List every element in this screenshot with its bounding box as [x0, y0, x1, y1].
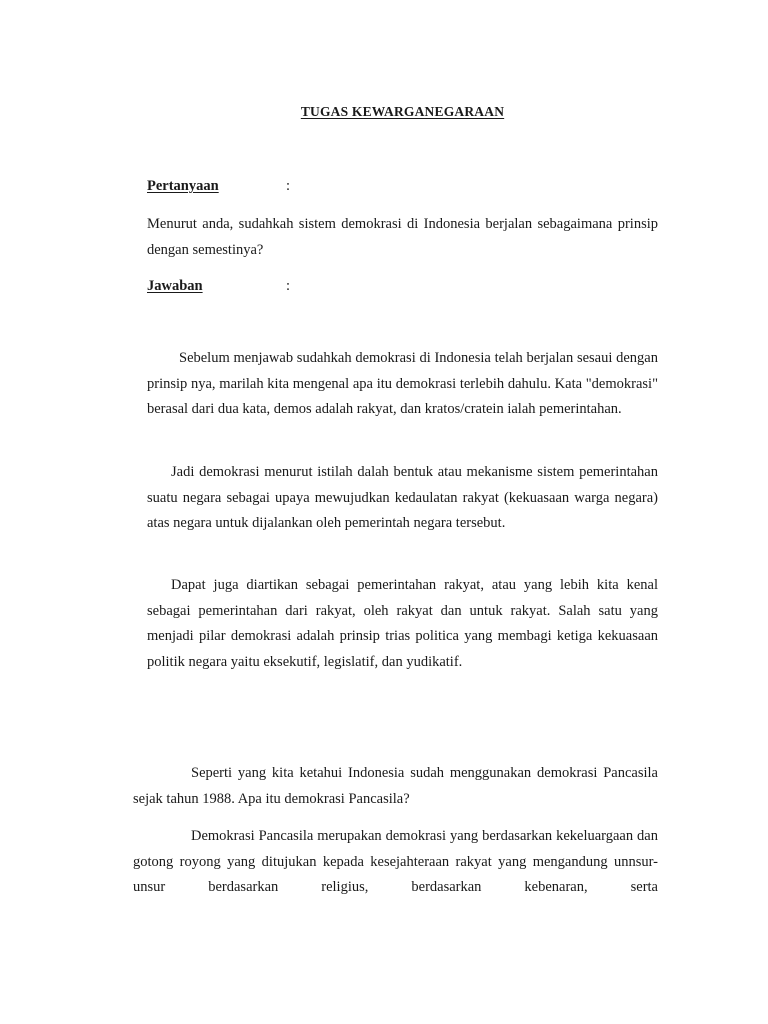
document-title: TUGAS KEWARGANEGARAAN	[300, 104, 505, 119]
question-label-row	[147, 178, 291, 198]
answer-paragraph-3: Dapat juga diartikan sebagai pemerintahan rakyat, atau yang lebih kita kenal sebagai pemerintahan dari rakyat, oleh rakyat dan untuk rakyat. Salah satu yang menjadi pilar demokrasi adalah prinsip trias politica yang membagi ketiga kekuasaan politik negara yaitu eksekutif, legislatif, dan yudikatif.	[147, 577, 658, 670]
question-colon: :	[286, 178, 291, 194]
question-label: Pertanyaan	[147, 178, 219, 194]
answer-paragraph-1: Sebelum menjawab sudahkah demokrasi di Indonesia telah berjalan sesaui dengan prinsip nya, marilah kita mengenal apa itu demokrasi terlebih dahulu. Kata "demokrasi" berasal dari dua kata, demos adalah rakyat, dan kratos/cratein ialah pemerintahan.	[147, 350, 658, 417]
question-text: Menurut anda, sudahkah sistem demokrasi di Indonesia berjalan sebagaimana prinsip dengan semestinya?	[147, 216, 658, 258]
answer-paragraph-5: Demokrasi Pancasila merupakan demokrasi yang berdasarkan kekeluargaan dan gotong royong yang ditujukan kepada kesejahteraan rakyat yang mengandung unnsur-unsur berdasarkan religius, berdasarkan kebenaran, serta	[133, 828, 658, 895]
answer-label: Jawaban	[147, 278, 203, 294]
answer-paragraph-4: Seperti yang kita ketahui Indonesia sudah menggunakan demokrasi Pancasila sejak tahun 1988. Apa itu demokrasi Pancasila?	[133, 765, 658, 807]
answer-paragraph-2: Jadi demokrasi menurut istilah dalah bentuk atau mekanisme sistem pemerintahan suatu negara sebagai upaya mewujudkan kedaulatan rakyat (kekuasaan warga negara) atas negara untuk dijalankan oleh pemerintah negara tersebut.	[147, 464, 658, 531]
answer-colon: :	[286, 278, 291, 294]
answer-label-row	[147, 278, 291, 298]
